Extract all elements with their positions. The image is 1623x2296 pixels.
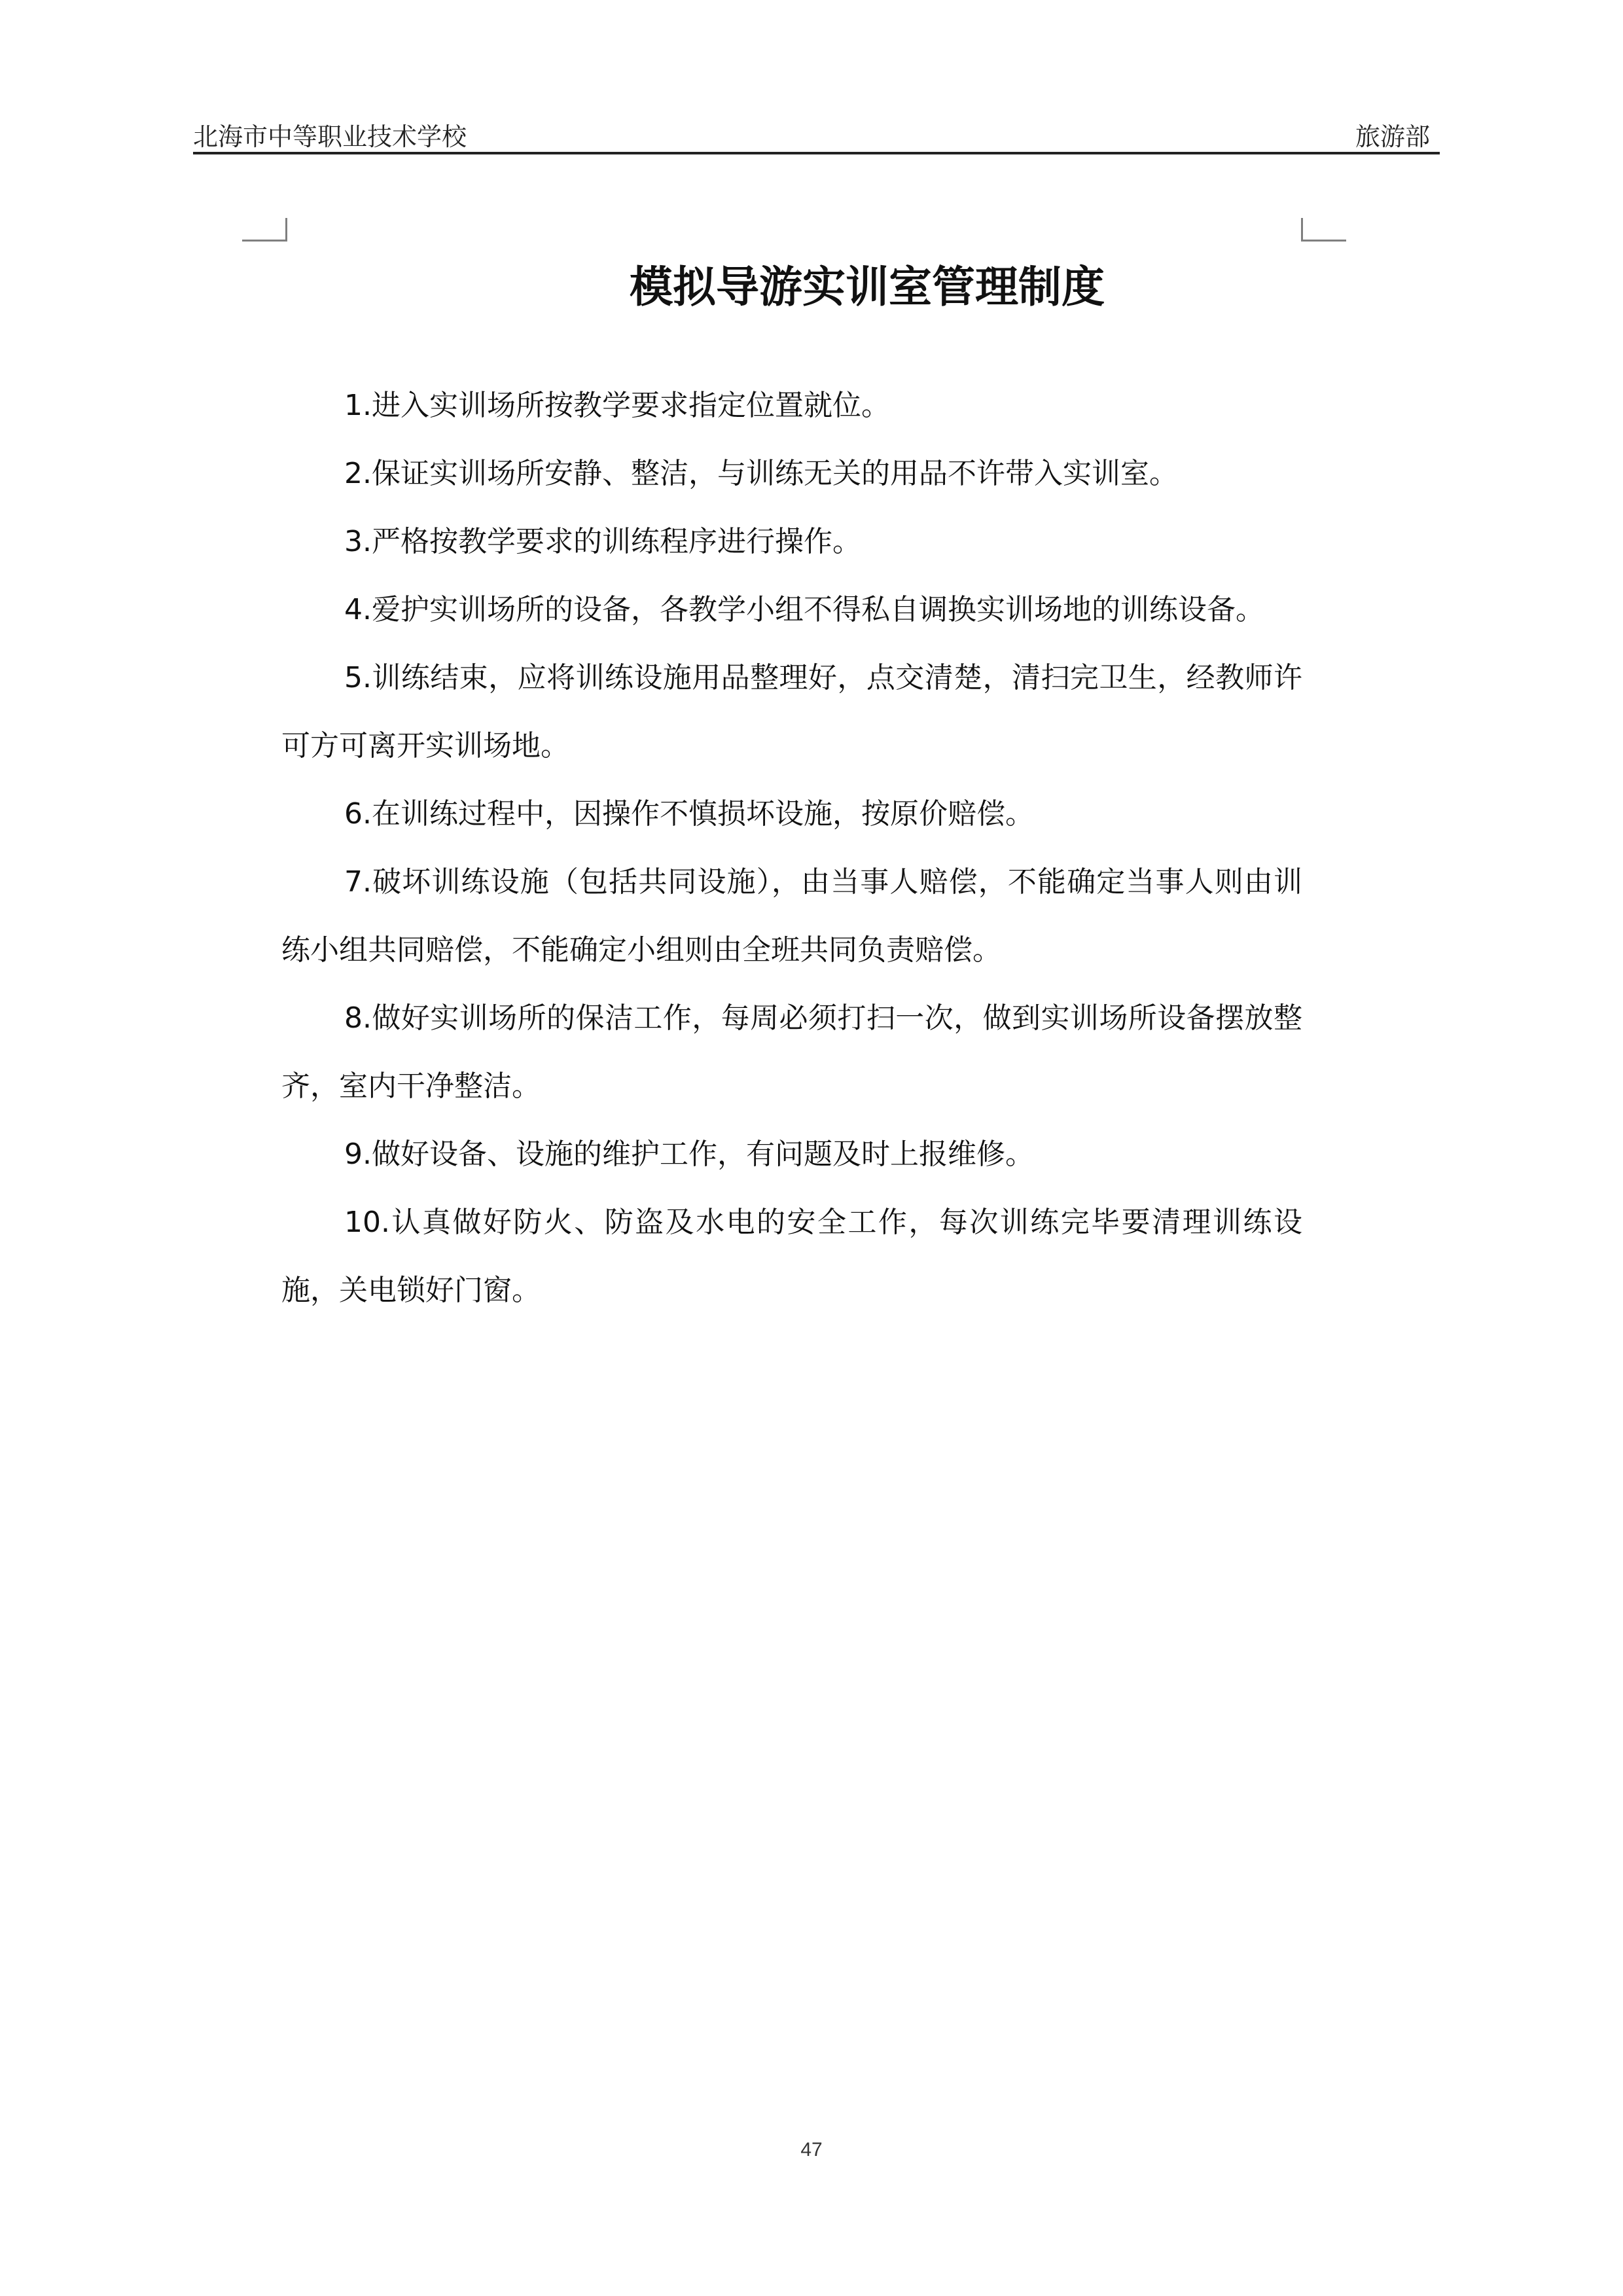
rule-item-8: 8.做好实训场所的保洁工作，每周必须打扫一次，做到实训场所设备摆放整齐，室内干净整洁。 (281, 1001, 1302, 1103)
document-title: 模拟导游实训室管理制度 (630, 262, 1105, 312)
rule-item-4: 4.爱护实训场所的设备，各教学小组不得私自调换实训场地的训练设备。 (344, 593, 1264, 626)
rule-item-10: 10.认真做好防火、防盗及水电的安全工作，每次训练完毕要清理训练设施，关电锁好门窗。 (281, 1206, 1302, 1307)
rule-item-1: 1.进入实训场所按教学要求指定位置就位。 (344, 389, 890, 422)
page-number: 47 (800, 2139, 823, 2161)
crop-mark-right (1301, 218, 1346, 242)
rule-item-6: 6.在训练过程中，因操作不慎损坏设施，按原价赔偿。 (344, 797, 1034, 831)
rule-item-7: 7.破坏训练设施（包括共同设施），由当事人赔偿，不能确定当事人则由训练小组共同赔偿，不能确定小组则由全班共同负责赔偿。 (281, 865, 1302, 967)
header-department: 旅游部 (1355, 122, 1430, 151)
rule-item-3: 3.严格按教学要求的训练程序进行操作。 (344, 525, 861, 558)
page-header (193, 111, 1440, 154)
rule-item-9: 9.做好设备、设施的维护工作，有问题及时上报维修。 (344, 1138, 1034, 1171)
header-school-name: 北海市中等职业技术学校 (193, 122, 467, 151)
crop-mark-left (242, 218, 287, 242)
rules-list (281, 372, 1302, 1325)
rule-item-5: 5.训练结束，应将训练设施用品整理好，点交清楚，清扫完卫生，经教师许可方可离开实训场地。 (281, 661, 1302, 762)
rule-item-2: 2.保证实训场所安静、整洁，与训练无关的用品不许带入实训室。 (344, 457, 1178, 490)
